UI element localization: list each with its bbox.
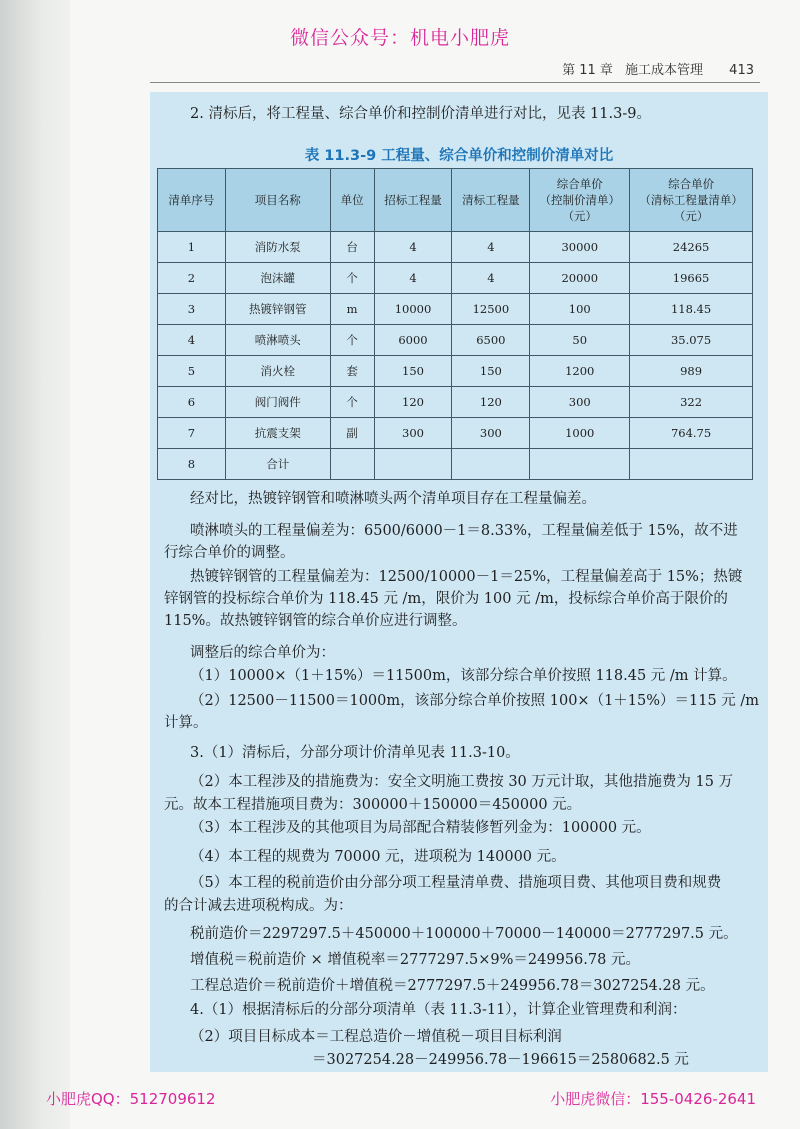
table-cell: 5 — [158, 356, 226, 387]
table-cell: 副 — [330, 418, 374, 449]
header-cell: 清标工程量 — [452, 169, 530, 232]
body-text-line: （2）项目目标成本＝工程总造价－增值税－项目目标利润 — [190, 1029, 562, 1045]
body-text-line: （2）本工程涉及的措施费为：安全文明施工费按 30 万元计取，其他措施费为 15 万 — [190, 774, 734, 790]
table-cell: 300 — [374, 418, 452, 449]
body-text-line: 115%。故热镀锌钢管的综合单价应进行调整。 — [164, 613, 467, 629]
body-text-line: （5）本工程的税前造价由分部分项工程量清单费、措施项目费、其他项目费和规费 — [190, 875, 722, 891]
table-cell: 4 — [452, 232, 530, 263]
body-text-line: 元。故本工程措施项目费为：300000＋150000＝450000 元。 — [164, 797, 582, 813]
body-text-line: （4）本工程的规费为 70000 元，进项税为 140000 元。 — [190, 849, 566, 865]
table-cell: 300 — [530, 387, 630, 418]
body-text-line: 计算。 — [164, 715, 208, 731]
header-rule — [150, 82, 760, 83]
header-cell: 单位 — [330, 169, 374, 232]
body-text-line: 4.（1）根据清标后的分部分项清单（表 11.3-11），计算企业管理费和利润： — [190, 1002, 687, 1018]
table-row — [158, 294, 753, 325]
table-cell: 4 — [374, 232, 452, 263]
table-cell: 150 — [374, 356, 452, 387]
body-text-line: 经对比，热镀锌钢管和喷淋喷头两个清单项目存在工程量偏差。 — [190, 491, 596, 507]
table-cell: 4 — [452, 263, 530, 294]
table-cell — [452, 449, 530, 480]
body-text-line: 锌钢管的投标综合单价为 118.45 元 /m，限价为 100 元 /m，投标综合单价高于限价的 — [164, 591, 728, 607]
table-cell: 6000 — [374, 325, 452, 356]
table-cell: 19665 — [630, 263, 753, 294]
table-cell: 合计 — [225, 449, 330, 480]
body-text-line: 调整后的综合单价为： — [190, 645, 335, 661]
table-cell: 阀门阀件 — [225, 387, 330, 418]
table-cell: 150 — [452, 356, 530, 387]
book-spine-shadow — [0, 0, 70, 1129]
table-cell: 20000 — [530, 263, 630, 294]
body-text-line: 热镀锌钢管的工程量偏差为：12500/10000－1＝25%，工程量偏差高于 15%；热镀 — [190, 569, 743, 585]
table-cell: 120 — [374, 387, 452, 418]
table-cell: 30000 — [530, 232, 630, 263]
table-cell: 1200 — [530, 356, 630, 387]
table-cell: m — [330, 294, 374, 325]
table-row — [158, 387, 753, 418]
body-text-line: 工程总造价＝税前造价＋增值税＝2777297.5＋249956.78＝3027254.28 元。 — [190, 978, 715, 994]
table-cell: 6 — [158, 387, 226, 418]
table-row — [158, 449, 753, 480]
table-cell: 7 — [158, 418, 226, 449]
table-cell: 4 — [374, 263, 452, 294]
table-cell: 989 — [630, 356, 753, 387]
body-text-line: （1）10000×（1＋15%）＝11500m，该部分综合单价按照 118.45 元 /m 计算。 — [190, 668, 737, 684]
table-cell: 6500 — [452, 325, 530, 356]
table-cell: 3 — [158, 294, 226, 325]
header-cell: 综合单价 （清标工程量清单） （元） — [630, 169, 753, 232]
intro-paragraph: 2. 清标后，将工程量、综合单价和控制价清单进行对比，见表 11.3-9。 — [190, 106, 651, 122]
body-text-line: 3.（1）清标后，分部分项计价清单见表 11.3-10。 — [190, 745, 520, 761]
table-cell: 抗震支架 — [225, 418, 330, 449]
watermark-wechat-account: 微信公众号：机电小肥虎 — [289, 27, 510, 49]
table-cell: 4 — [158, 325, 226, 356]
body-text-line: 税前造价＝2297297.5＋450000＋100000＋70000－140000＝2777297.5 元。 — [190, 926, 738, 942]
table-cell: 个 — [330, 263, 374, 294]
table-cell — [530, 449, 630, 480]
header-cell: 招标工程量 — [374, 169, 452, 232]
table-cell: 764.75 — [630, 418, 753, 449]
body-text-line: 的合计减去进项税构成。为： — [164, 898, 353, 914]
table-cell: 100 — [530, 294, 630, 325]
table-cell: 118.45 — [630, 294, 753, 325]
table-row — [158, 232, 753, 263]
footer-qq-contact: 小肥虎QQ：512709612 — [46, 1090, 216, 1108]
body-text-line: 喷淋喷头的工程量偏差为：6500/6000－1＝8.33%，工程量偏差低于 15%，故不进 — [190, 523, 738, 539]
header-cell: 项目名称 — [225, 169, 330, 232]
table-cell: 消防水泵 — [225, 232, 330, 263]
table-cell: 300 — [452, 418, 530, 449]
table-cell: 120 — [452, 387, 530, 418]
table-cell: 322 — [630, 387, 753, 418]
table-cell — [374, 449, 452, 480]
table-row — [158, 263, 753, 294]
table-cell: 个 — [330, 387, 374, 418]
table-cell — [630, 449, 753, 480]
table-cell: 12500 — [452, 294, 530, 325]
body-text-line: 增值税＝税前造价 × 增值税率＝2777297.5×9%＝249956.78 元。 — [190, 952, 640, 968]
table-cell: 消火栓 — [225, 356, 330, 387]
header-cell: 综合单价 （控制价清单） （元） — [530, 169, 630, 232]
table-cell: 1000 — [530, 418, 630, 449]
table-row — [158, 356, 753, 387]
table-cell: 台 — [330, 232, 374, 263]
footer-wechat-contact: 小肥虎微信：155-0426-2641 — [550, 1090, 756, 1108]
body-text-line: ＝3027254.28－249956.78－196615＝2580682.5 元 — [312, 1052, 689, 1068]
table-cell: 热镀锌钢管 — [225, 294, 330, 325]
table-cell: 泡沫罐 — [225, 263, 330, 294]
table-cell: 套 — [330, 356, 374, 387]
running-header — [554, 59, 754, 78]
table-header-row — [158, 169, 753, 232]
table-cell: 2 — [158, 263, 226, 294]
table-cell: 10000 — [374, 294, 452, 325]
table-cell: 喷淋喷头 — [225, 325, 330, 356]
table-cell: 1 — [158, 232, 226, 263]
body-text-line: （3）本工程涉及的其他项目为局部配合精装修暂列金为：100000 元。 — [190, 820, 651, 836]
table-cell: 24265 — [630, 232, 753, 263]
table-cell: 50 — [530, 325, 630, 356]
body-text-line: 行综合单价的调整。 — [164, 545, 295, 561]
chapter-number: 第 11 章 — [562, 63, 613, 78]
table-caption: 表 11.3-9 工程量、综合单价和控制价清单对比 — [304, 148, 614, 164]
body-text-line: （2）12500－11500＝1000m，该部分综合单价按照 100×（1＋15%）＝115 元 /m — [190, 693, 760, 709]
comparison-table — [157, 168, 753, 480]
chapter-title: 施工成本管理 — [625, 63, 704, 78]
table-cell: 8 — [158, 449, 226, 480]
header-cell: 清单序号 — [158, 169, 226, 232]
table-cell: 个 — [330, 325, 374, 356]
table-cell — [330, 449, 374, 480]
table-cell: 35.075 — [630, 325, 753, 356]
table-row — [158, 418, 753, 449]
page-number: 413 — [729, 63, 754, 78]
table-row — [158, 325, 753, 356]
